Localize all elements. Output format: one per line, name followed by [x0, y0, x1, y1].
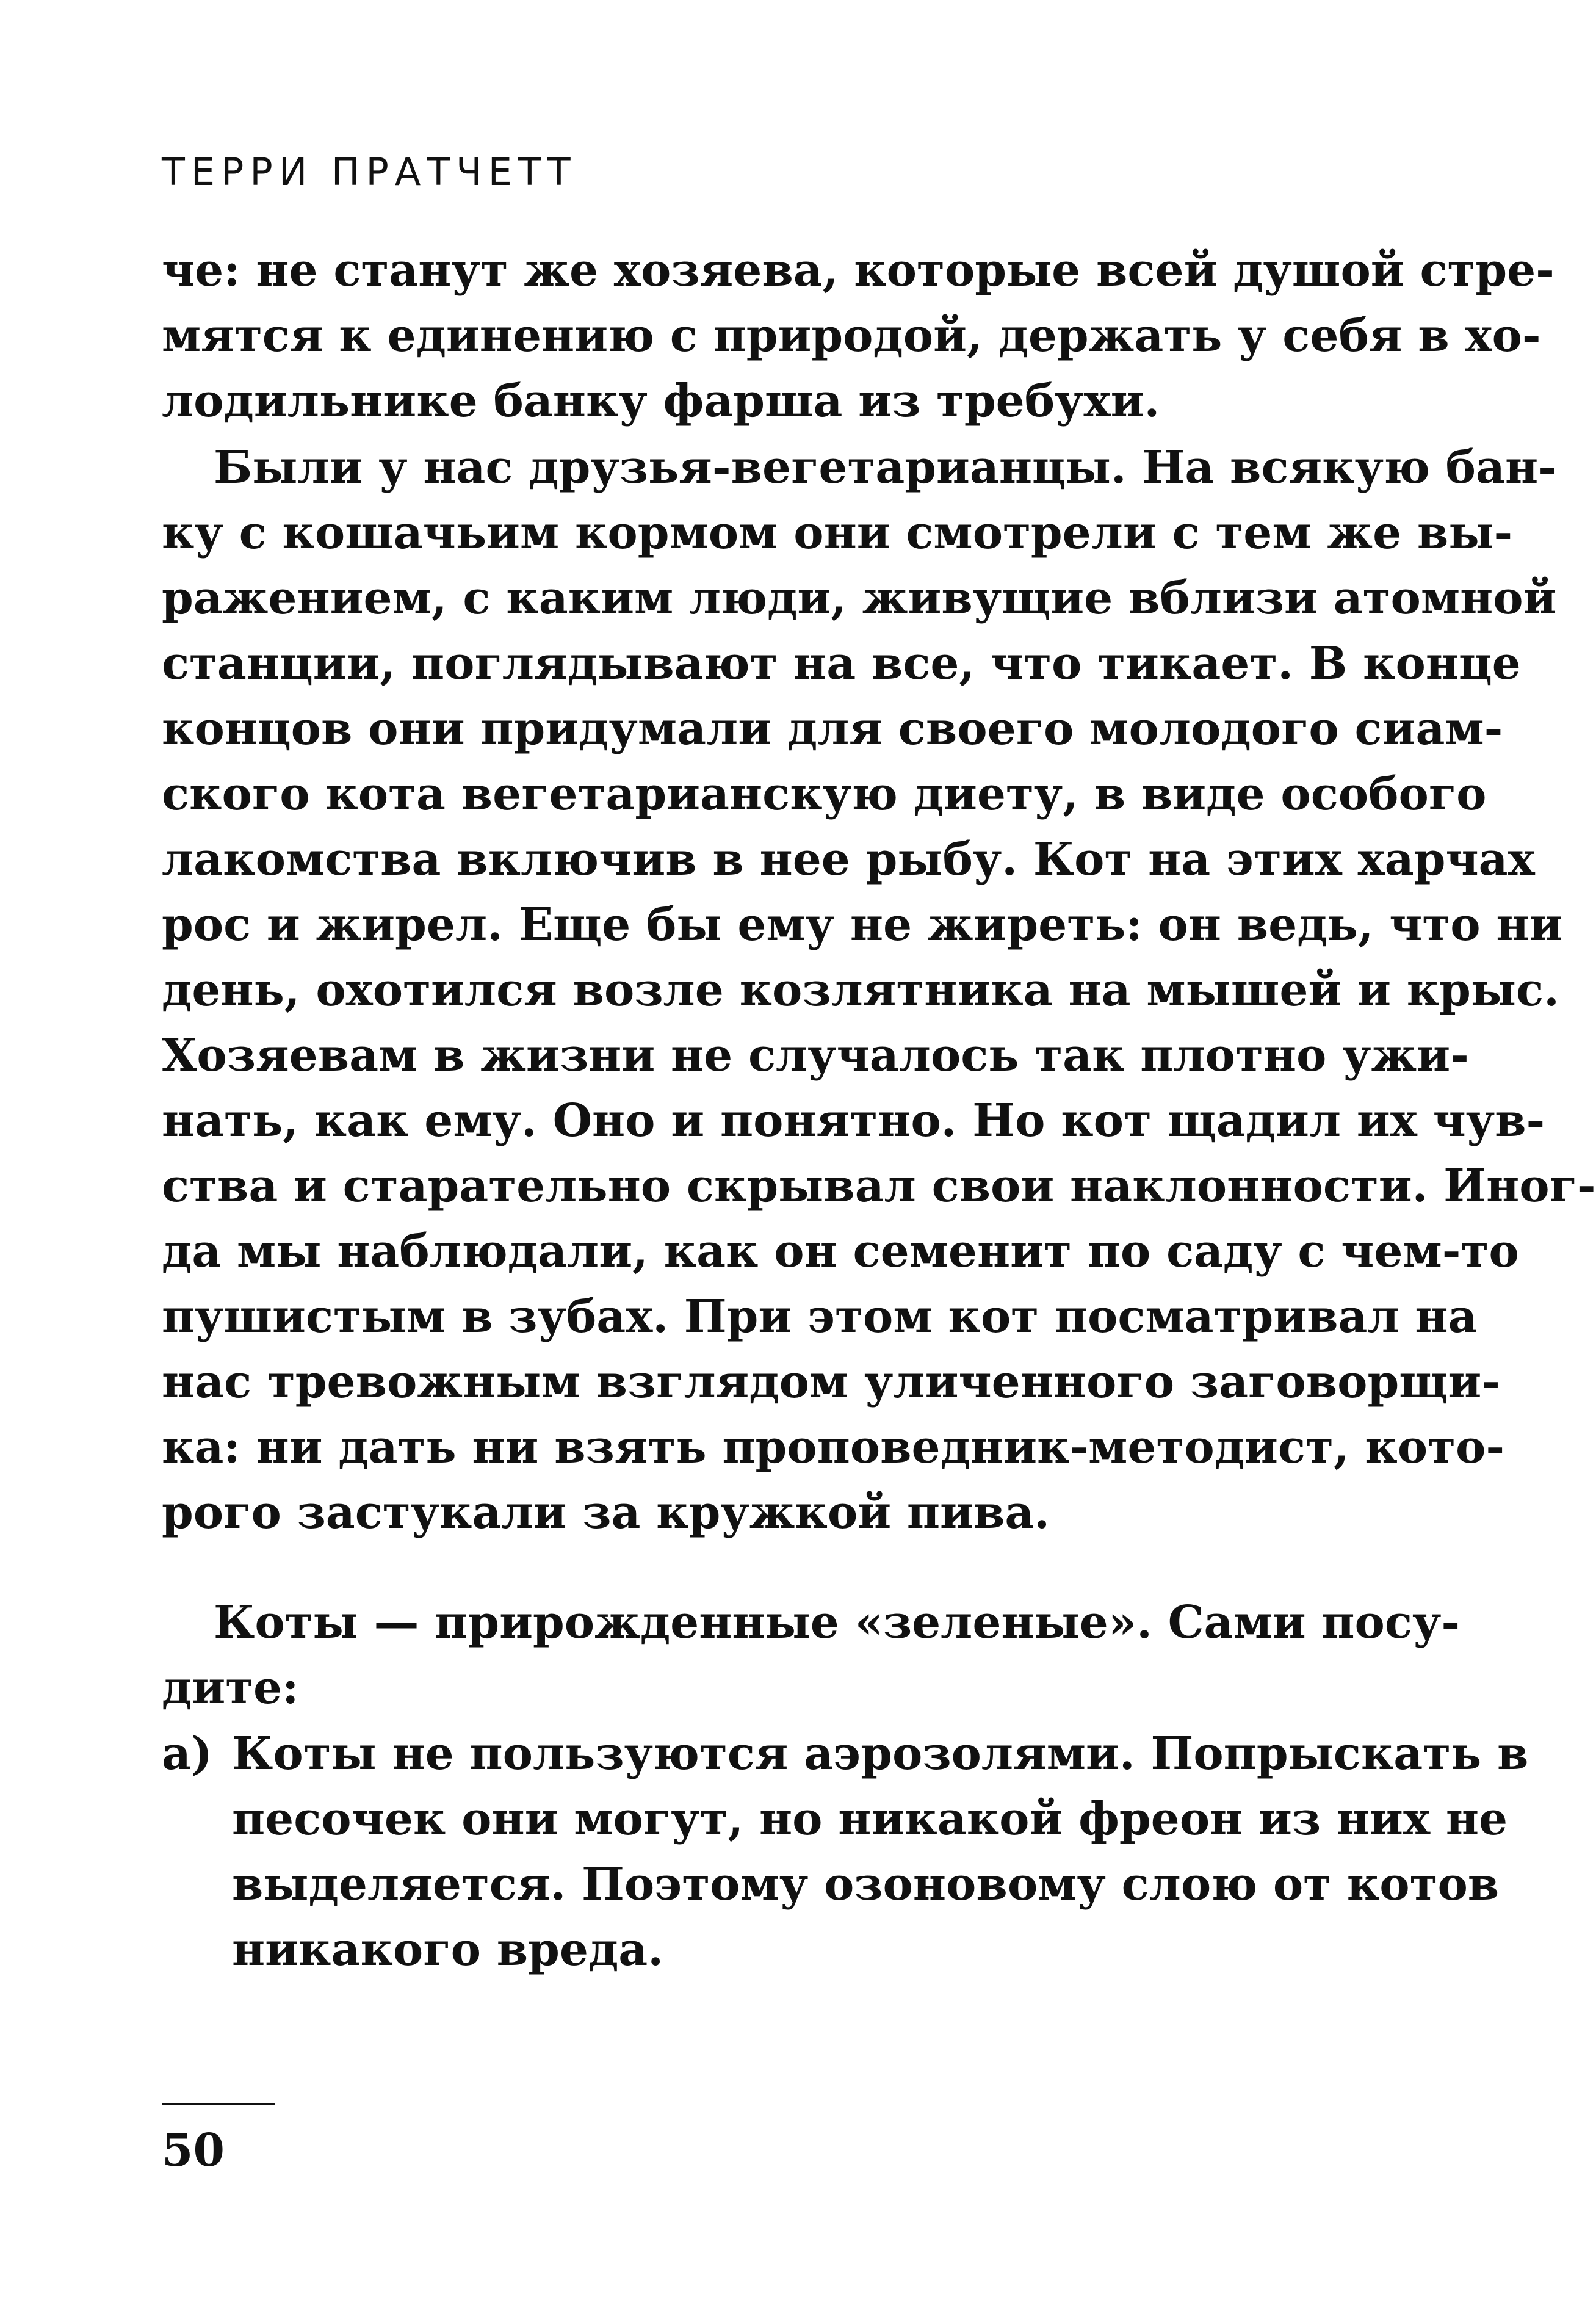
text-line: нать, как ему. Оно и понятно. Но кот щадил их чув-: [162, 1095, 1545, 1147]
text-line: Коты — прирожденные «зеленые». Сами посу-: [214, 1596, 1461, 1649]
text-line: ражением, с каким люди, живущие вблизи атомной: [162, 572, 1557, 624]
paragraph-1: [162, 238, 1554, 434]
text-line: день, охотился возле козлятника на мышей и крыс.: [162, 964, 1559, 1016]
paragraph-3: [162, 1590, 1461, 1721]
text-line: нас тревожным взглядом уличенного заговорщи-: [162, 1356, 1500, 1408]
text-line: рос и жирел. Еще бы ему не жиреть: он ведь, что ни: [162, 899, 1563, 951]
text-line: ка: ни дать ни взять проповедник-методист, кото-: [162, 1421, 1505, 1474]
text-line: песочек они могут, но никакой фреон из них не: [232, 1793, 1508, 1845]
text-line: да мы наблюдали, как он семенит по саду с чем-то: [162, 1225, 1519, 1278]
running-head: ТЕРРИ ПРАТЧЕТТ: [162, 150, 577, 194]
text-line: пушистым в зубах. При этом кот посматривал на: [162, 1290, 1478, 1343]
text-line: мятся к единению с природой, держать у себя в хо-: [162, 309, 1541, 362]
text-line: Хозяевам в жизни не случалось так плотно ужи-: [162, 1029, 1469, 1082]
text-line: рого застукали за кружкой пива.: [162, 1486, 1050, 1539]
text-line: ку с кошачьим кормом они смотрели с тем же вы-: [162, 507, 1513, 559]
page-number: 50: [162, 2124, 225, 2177]
paragraph-2: [162, 435, 1596, 1546]
text-line: никакого вреда.: [232, 1923, 663, 1976]
text-line: концов они придумали для своего молодого сиам-: [162, 703, 1503, 755]
text-line: лодильнике банку фарша из требухи.: [162, 375, 1160, 427]
text-line: ства и старательно скрывал свои наклонности. Иног-: [162, 1160, 1596, 1212]
text-line: станции, поглядывают на все, что тикает. В конце: [162, 637, 1521, 690]
text-line: выделяется. Поэтому озоновому слою от котов: [232, 1858, 1500, 1911]
text-line: дите:: [162, 1662, 299, 1714]
text-line: че: не станут же хозяева, которые всей душой стре-: [162, 244, 1554, 297]
page-number-rule: [162, 2103, 275, 2105]
list-item-text: [232, 1721, 1529, 1983]
text-line: ского кота вегетарианскую диету, в виде особого: [162, 768, 1487, 820]
text-line: лакомства включив в нее рыбу. Кот на этих харчах: [162, 833, 1535, 886]
text-line: Были у нас друзья-вегетарианцы. На всякую бан-: [214, 441, 1557, 494]
list-marker: а): [162, 1728, 212, 1780]
text-line: Коты не пользуются аэрозолями. Попрыскать в: [232, 1728, 1529, 1780]
